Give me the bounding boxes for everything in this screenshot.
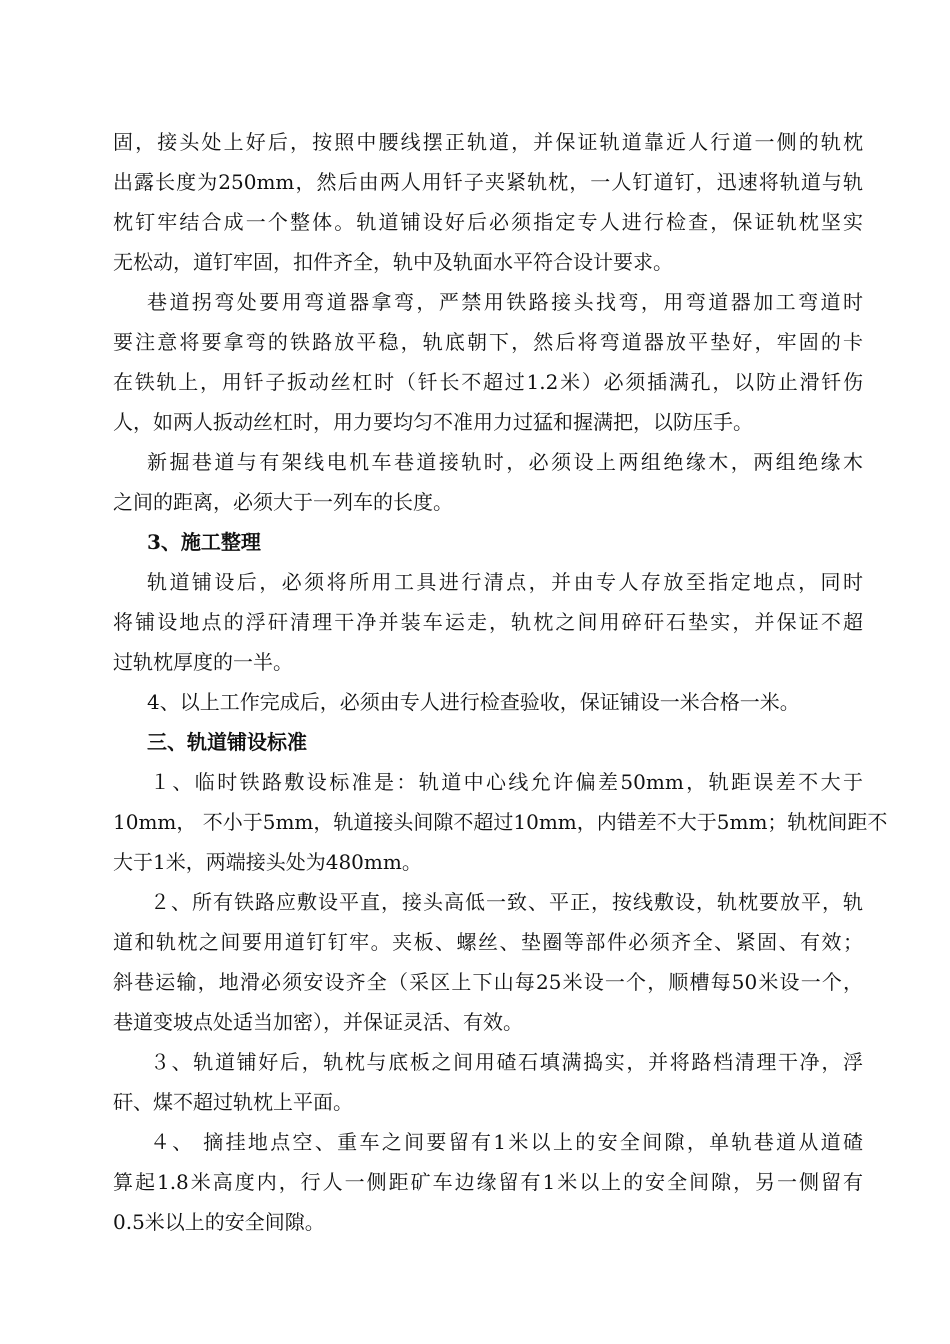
text-line: ４、 摘挂地点空、重车之间要留有1米以上的安全间隙，单轨巷道从道碴 — [150, 1130, 863, 1154]
text-line: 斜巷运输，地滑必须安设齐全（采区上下山每25米设一个，顺槽每50米设一个， — [113, 970, 863, 994]
text-line: 矸、煤不超过轨枕上平面。 — [113, 1090, 353, 1114]
text-line: 枕钉牢结合成一个整体。轨道铺设好后必须指定专人进行检查，保证轨枕坚实 — [113, 210, 863, 234]
text-line: 轨道铺设后，必须将所用工具进行清点，并由专人存放至指定地点，同时 — [147, 570, 863, 594]
text-line: 4、以上工作完成后，必须由专人进行检查验收，保证铺设一米合格一米。 — [147, 690, 800, 714]
section-heading: 三、轨道铺设标准 — [147, 730, 307, 754]
text-line: 人，如两人扳动丝杠时，用力要均匀不准用力过猛和握满把，以防压手。 — [113, 410, 753, 434]
text-line: 过轨枕厚度的一半。 — [113, 650, 293, 674]
text-line: 要注意将要拿弯的铁路放平稳，轨底朝下，然后将弯道器放平垫好，牢固的卡 — [113, 330, 863, 354]
text-line: ２、所有铁路应敷设平直，接头高低一致、平正，按线敷设，轨枕要放平，轨 — [150, 890, 863, 914]
text-line: 10mm， 不小于5mm，轨道接头间隙不超过10mm，内错差不大于5mm；轨枕间距不 — [113, 810, 888, 834]
text-line: 之间的距离，必须大于一列车的长度。 — [113, 490, 453, 514]
text-line: 将铺设地点的浮矸清理干净并装车运走，轨枕之间用碎矸石垫实，并保证不超 — [113, 610, 863, 634]
text-line: 算起1.8米高度内，行人一侧距矿车边缘留有1米以上的安全间隙，另一侧留有 — [113, 1170, 863, 1194]
text-line: ３、轨道铺好后，轨枕与底板之间用碴石填满捣实，并将路档清理干净，浮 — [150, 1050, 863, 1074]
text-line: 道和轨枕之间要用道钉钉牢。夹板、螺丝、垫圈等部件必须齐全、紧固、有效； — [113, 930, 863, 954]
text-line: １、临时铁路敷设标准是：轨道中心线允许偏差50mm，轨距误差不大于 — [150, 770, 863, 794]
section-heading: 3、施工整理 — [147, 530, 261, 554]
text-line: 大于1米，两端接头处为480mm。 — [113, 850, 422, 874]
text-line: 巷道变坡点处适当加密），并保证灵活、有效。 — [113, 1010, 523, 1034]
text-line: 出露长度为250mm，然后由两人用钎子夹紧轨枕，一人钉道钉，迅速将轨道与轨 — [113, 170, 863, 194]
text-line: 无松动，道钉牢固，扣件齐全，轨中及轨面水平符合设计要求。 — [113, 250, 673, 274]
text-line: 在铁轨上，用钎子扳动丝杠时（钎长不超过1.2米）必须插满孔，以防止滑钎伤 — [113, 370, 863, 394]
text-line: 巷道拐弯处要用弯道器拿弯，严禁用铁路接头找弯，用弯道器加工弯道时 — [147, 290, 863, 314]
text-line: 固，接头处上好后，按照中腰线摆正轨道，并保证轨道靠近人行道一侧的轨枕 — [113, 130, 863, 154]
text-line: 新掘巷道与有架线电机车巷道接轨时，必须设上两组绝缘木，两组绝缘木 — [147, 450, 863, 474]
text-line: 0.5米以上的安全间隙。 — [113, 1210, 325, 1234]
